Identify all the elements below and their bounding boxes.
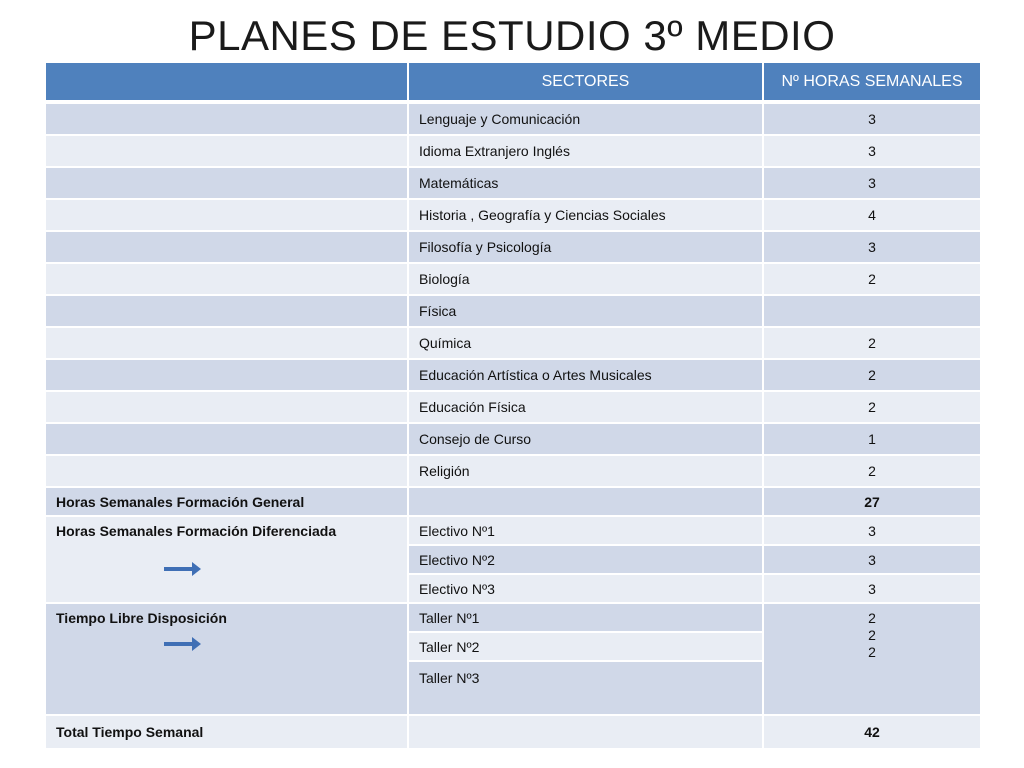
subject-empty-cell [45,167,408,199]
workshop-hours-cell [763,603,981,715]
workshop-name: Taller Nº2 [408,632,763,661]
subject-hours: 2 [763,359,981,391]
subject-row [45,102,981,135]
elective-hours: 3 [763,574,981,603]
subject-name: Educación Física [408,391,763,423]
elective-row [45,516,981,545]
subject-hours: 2 [763,327,981,359]
subject-name: Biología [408,263,763,295]
subject-name: Lenguaje y Comunicación [408,102,763,135]
subject-name: Religión [408,455,763,487]
subject-name: Filosofía y Psicología [408,231,763,263]
arrow-right-icon [164,561,202,577]
subject-row [45,423,981,455]
subject-empty-cell [45,263,408,295]
subject-row [45,263,981,295]
subject-hours [763,295,981,327]
workshop-hours-value: 2 [868,644,876,660]
slide-title: PLANES DE ESTUDIO 3º MEDIO [188,12,836,59]
subject-empty-cell [45,455,408,487]
subject-row [45,231,981,263]
libre-label: Tiempo Libre Disposición [56,610,227,626]
summary-body [45,487,981,749]
header-sectores: SECTORES [408,62,763,102]
subject-hours: 3 [763,167,981,199]
subject-row [45,135,981,167]
subjects-body [45,102,981,487]
subject-hours: 3 [763,102,981,135]
total-value: 42 [763,715,981,749]
study-plan-table [44,61,982,750]
subject-name: Consejo de Curso [408,423,763,455]
total-label: Total Tiempo Semanal [45,715,408,749]
subject-empty-cell [45,391,408,423]
table-header-row [45,62,981,102]
workshop-name: Taller Nº1 [408,603,763,632]
subject-row [45,455,981,487]
general-hours-label: Horas Semanales Formación General [45,487,408,516]
subject-hours: 2 [763,391,981,423]
subject-hours: 2 [763,455,981,487]
header-empty-cell [45,62,408,102]
subject-name: Historia , Geografía y Ciencias Sociales [408,199,763,231]
diferenciada-label-cell [45,516,408,603]
subject-empty-cell [45,199,408,231]
subject-hours: 3 [763,231,981,263]
elective-name: Electivo Nº3 [408,574,763,603]
arrow-right-icon [164,636,202,652]
subject-empty-cell [45,135,408,167]
total-row [45,715,981,749]
subject-hours: 3 [763,135,981,167]
subject-name: Física [408,295,763,327]
elective-hours: 3 [763,516,981,545]
subject-empty-cell [45,231,408,263]
elective-name: Electivo Nº1 [408,516,763,545]
subject-hours: 2 [763,263,981,295]
subject-hours: 4 [763,199,981,231]
subject-row [45,359,981,391]
workshop-hours-value: 2 [868,627,876,643]
subject-name: Idioma Extranjero Inglés [408,135,763,167]
header-horas-semanales: Nº HORAS SEMANALES [763,62,981,102]
subject-row [45,199,981,231]
elective-name: Electivo Nº2 [408,545,763,574]
total-empty [408,715,763,749]
subject-name: Química [408,327,763,359]
subject-empty-cell [45,423,408,455]
workshop-row [45,603,981,632]
general-hours-value: 27 [763,487,981,516]
subject-row [45,167,981,199]
general-hours-row [45,487,981,516]
subject-empty-cell [45,327,408,359]
subject-row [45,327,981,359]
subject-empty-cell [45,359,408,391]
subject-row [45,391,981,423]
subject-empty-cell [45,295,408,327]
general-hours-empty [408,487,763,516]
elective-hours: 3 [763,545,981,574]
subject-hours: 1 [763,423,981,455]
subject-empty-cell [45,102,408,135]
workshop-hours-value: 2 [868,610,876,626]
diferenciada-label: Horas Semanales Formación Diferenciada [56,523,337,539]
workshop-name: Taller Nº3 [408,661,763,715]
subject-name: Educación Artística o Artes Musicales [408,359,763,391]
subject-row [45,295,981,327]
subject-name: Matemáticas [408,167,763,199]
libre-label-cell [45,603,408,715]
